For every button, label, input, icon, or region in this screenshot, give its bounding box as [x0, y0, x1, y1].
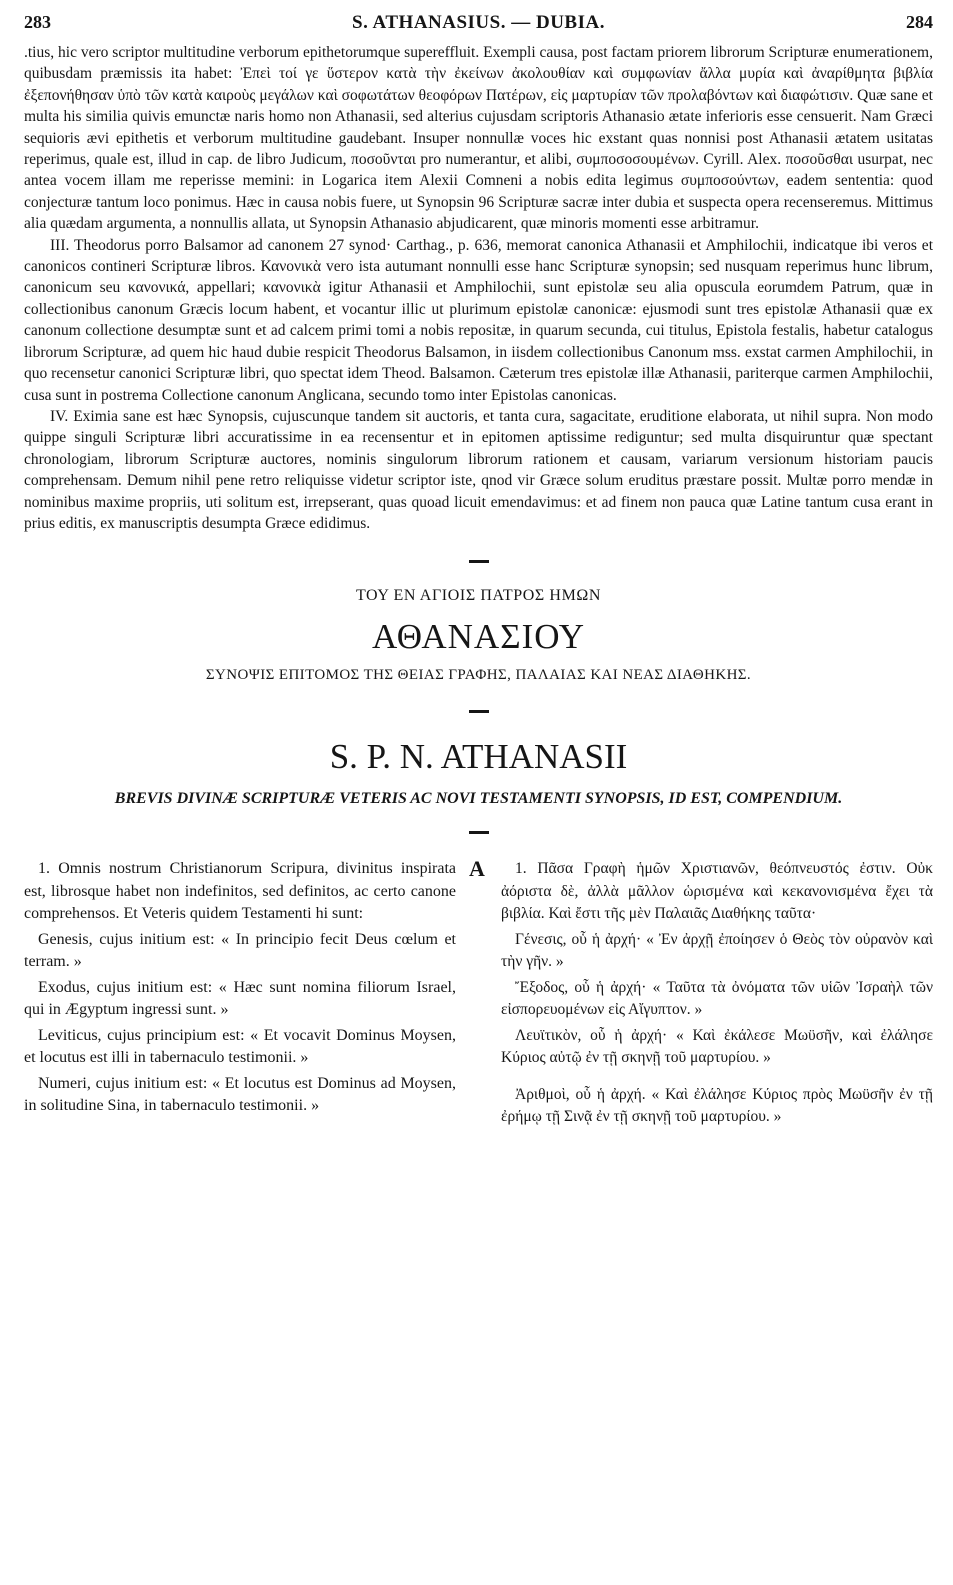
greek-author-title: ΑΘΑΝΑΣΙΟΥ	[371, 617, 586, 657]
section-divider	[469, 710, 489, 713]
section-divider	[469, 831, 489, 834]
greek-subtitle: ΣΥΝΟΨΙΣ ΕΠΙΤΟΜΟΣ ΤΗΣ ΘΕΙΑΣ ΓΡΑΦΗΣ, ΠΑΛΑΙΑΣ ΚΑΙ ΝΕΑΣ ΔΙΑΘΗΚΗΣ.	[205, 667, 752, 684]
greek-paragraph: Ἀριθμοὶ, οὗ ἡ ἀρχή. « Καὶ ἐλάλησε Κύριος πρὸς Μωϋσῆν ἐν τῇ ἐρήμῳ τῇ Σινᾷ ἐν τῇ σκηνῇ τοῦ μαρτυρίου. »	[501, 1085, 933, 1126]
latin-column	[24, 858, 456, 1132]
latin-paragraph: Genesis, cujus initium est: « In principio fecit Deus cœlum et terram. »	[24, 930, 456, 971]
introduction-text	[24, 42, 933, 534]
latin-paragraph: 1. Omnis nostrum Christianorum Scripura, divinitus inspirata est, librosque habet non indefinitos, sed definitos, ac certo canone comprehensos. Et Veteris quidem Testamenti hi sunt:	[24, 860, 456, 923]
latin-subtitle: BREVIS DIVINÆ SCRIPTURÆ VETERIS AC NOVI TESTAMENTI SYNOPSIS, ID EST, COMPENDIUM.	[114, 790, 843, 808]
page-header	[24, 12, 933, 40]
latin-paragraph: Numeri, cujus initium est: « Et locutus est Dominus ad Moysen, in solitudine Sina, in tabernaculo testimonii. »	[24, 1074, 456, 1115]
greek-paragraph: 1. Πᾶσα Γραφὴ ἡμῶν Χριστιανῶν, θεόπνευστός ἐστιν. Οὐκ ἀόριστα δὲ, ἀλλὰ μᾶλλον ὡρισμένα καὶ κεκανονισμένα ἔχει τὰ βιβλία. Καὶ ἔστι τῆς μὲν Παλαιᾶς Διαθήκης ταῦτα·	[501, 860, 933, 923]
greek-paragraph: Λευϊτικὸν, οὗ ἡ ἀρχή· « Καὶ ἐκάλεσε Μωϋσῆν, καὶ ἐλάλησε Κύριος αὐτῷ ἐν τῇ σκηνῇ τοῦ μαρτυρίου. »	[501, 1026, 933, 1067]
intro-paragraph-iv: IV. Eximia sane est hæc Synopsis, cujuscunque tandem sit auctoris, et tanta cura, sagacitate, eruditione elaborata, ut nihil supra. Non modo quippe singuli Scripturæ libri accuratissime in ea recensentur et in epitomen aptissime rediguntur; sed multa disquiruntur quæ spectant chronologiam, librorum Scripturæ auctores, nominis singulorum librorum rationem et causam, variarum versionum historiam paucis comprehensam. Demum nihil pene retro reliquisse videtur scriptor iste, qnod vir Græce solum eruditus præstare possit. Multæ porro mendæ in nominibus maxime propriis, uti solitum est, irrepserant, quas quoad licuit emendavimus: et ad finem non pauca quæ Latine tantum cusa erant in prius editis, ex manuscriptis desumpta Græce edidimus.	[24, 407, 933, 532]
section-divider	[469, 560, 489, 563]
intro-paragraph-iii: III. Theodorus porro Balsamor ad canonem 27 synod· Carthag., p. 636, memorat canonica Athanasii et Amphilochii, indicatque ibi veros et canonicos contineri Scripturæ libros. Κανονικὰ vero ista autumant nonnulli esse hanc Scripturæ synopsin; sed nusquam reperimus hunc librum, canonicum seu κανονικά, appellari; κανονικὰ igitur Athanasii et Amphilochii, sunt epistolæ seu alia opuscula eorumdem Patrum, quæ in collectionibus canonum Græcis locum habent, et vocantur illic ut plurimum epistolæ canonicæ: ejusmodi sunt tres epistolæ Athanasii quæ ex canonum collectione desumptæ sunt et ad calcem primi tomi a nobis repositæ, in quarum secunda, cui titulus, Epistola festalis, habetur catalogus librorum Scripturæ, ad quem hic haud dubie respicit Theodorus Balsamon, in iisdem collectionibus Canonum mss. exstat carmen Amphilochii, in quo recensetur canonici Scripturæ libri, quo spectat idem Theod. Balsamon. Cæterum tres epistolæ illæ Athanasii, pariterque carmen Amphilochii, cusa sunt in postrema Collectione canonum Anglicana, secundo tomo inter Epistolas canonicas.	[24, 236, 933, 404]
latin-paragraph: Exodus, cujus initium est: « Hæc sunt nomina filiorum Israel, qui in Ægyptum ingressi sunt. »	[24, 978, 456, 1019]
parallel-text-columns	[24, 858, 933, 1132]
greek-superscription: ΤΟΥ ΕΝ ΑΓΙΟΙΣ ΠΑΤΡΟΣ ΗΜΩΝ	[355, 587, 602, 605]
greek-paragraph: Γένεσις, οὗ ἡ ἀρχή· « Ἐν ἀρχῇ ἐποίησεν ὁ Θεὸς τὸν οὐρανὸν καὶ τὴν γῆν. »	[501, 930, 933, 971]
greek-paragraph: Ἔξοδος, οὗ ἡ ἀρχή· « Ταῦτα τὰ ὀνόματα τῶν υἱῶν Ἰσραὴλ τῶν εἰσπορευομένων εἰς Αἴγυπτον. »	[501, 978, 933, 1019]
greek-column	[501, 858, 933, 1132]
latin-paragraph: Leviticus, cujus principium est: « Et vocavit Dominus Moysen, et locutus est illi in tabernaculo testimonii. »	[24, 1026, 456, 1067]
running-title: S. ATHANASIUS. — DUBIA.	[352, 12, 605, 33]
column-marker: A	[469, 856, 485, 882]
left-page-number: 283	[24, 12, 51, 32]
intro-paragraph-continuation: .tius, hic vero scriptor multitudine verborum epithetorumque supereffluit. Exempli causa, post factam priorem librorum Scripturæ enumerationem, quibusdam præmissis ita habet: Ἐπεὶ τοί γε ὕστερον κατὰ τὴν ἐκείνων ἀκολουθίαν καὶ συμφωνίαν ἄλλα μυρία καὶ ἀναρίθμητα βιβλία ἐξεπονήθησαν ὑπὸ τῶν κατὰ καιροὺς μεγάλων καὶ σοφωτάτων θεοφόρων Πατέρων, εἰς μαρτυρίαν τῶν προλαβόντων καὶ διαφώτισιν. Quæ sane et multa his similia quivis emunctæ naris homo non Athanasii, sed alterius cujusdam scriptoris Athanasio ætate inferioris esse censuerit. Nam Græci sequioris ævi epithetis et verborum multitudine gaudebant. Insuper nonnullæ voces hic exstant quas nonnisi post Athanasii ætatem usitatas reperimus, quale est, illud in cap. de libro Judicum, ποσοῦνται pro numerantur, et alibi, συμποσοσουμένων. Cyrill. Alex. ποσοῦσθαι usurpat, nec antea vocem illam me reperisse memini: in Logarica item Alexii Comneni a nobis edita legimus συμποσούντων, eadem sententia: quod conjecturæ tantum loco ponimus. Hæc in causa nobis fuere, ut Synopsin 96 Scripturæ sacræ inter dubia et suspecta opera recenseremus. Mittimus alia quædam argumenta, a nonnullis allata, ut Synopsin Athanasio abjudicarent, quæ minoris momenti esse arbitramur.	[24, 44, 933, 233]
latin-author-title: S. P. N. ATHANASII	[329, 737, 628, 777]
right-page-number: 284	[906, 12, 933, 32]
